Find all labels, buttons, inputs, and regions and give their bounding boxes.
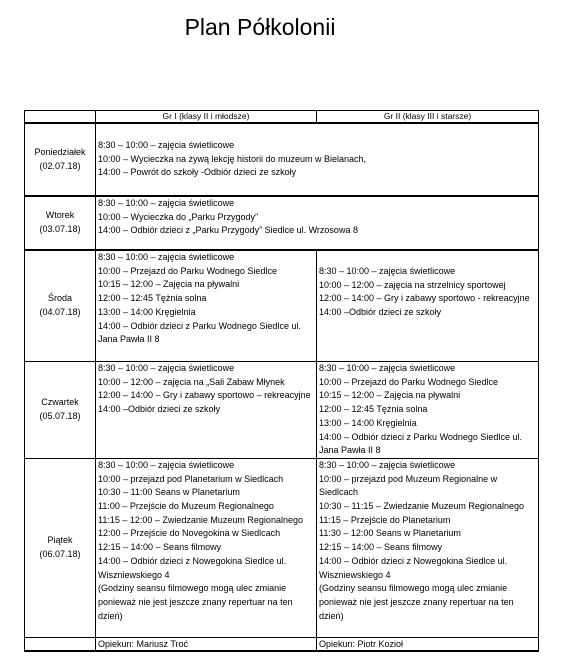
activity-line: 10:15 – 12:00 – Zajęcia na pływalni <box>319 390 461 401</box>
activity-line: 12:00 – 14:00 – Gry i zabawy sportowo – rekreacyjne <box>98 390 311 401</box>
activity-line: 10:15 – 12:00 – Zajęcia na pływalni <box>98 279 240 290</box>
activity-line: 14:00 –Odbiór dzieci ze szkoły <box>319 307 442 318</box>
day-date: (05.07.18) <box>39 410 81 421</box>
activity-line: 14:00 – Odbiór dzieci z Nowegokina Siedlce ul. Wiszniewskiego 4 <box>98 555 287 580</box>
activity-line: 8:30 – 10:00 – zajęcia świetlicowe <box>319 363 456 373</box>
activities-wednesday-g1 <box>96 250 317 362</box>
row-friday <box>25 458 539 637</box>
row-thursday <box>25 362 539 459</box>
activities-friday-g1 <box>96 458 317 637</box>
activities-monday <box>96 123 539 196</box>
activity-line: 14:00 – Odbiór dzieci z Parku Wodnego Siedlce ul. Jana Pawła II 8 <box>98 320 301 345</box>
day-name: Poniedziałek <box>34 146 86 157</box>
day-date: (04.07.18) <box>39 307 81 317</box>
activity-line: 14:00 – Powrót do szkoły -Odbiór dzieci ze szkoły <box>98 167 297 178</box>
page-title: Plan Półkolonii <box>184 14 336 40</box>
activity-line: 8:30 – 10:00 – zajęcia świetlicowe <box>98 459 235 470</box>
day-cell-thursday <box>25 362 96 459</box>
activity-line: 10:00 – Przejazd do Parku Wodnego Siedlce <box>319 376 498 387</box>
header-group-2: Gr II (klasy III i starsze) <box>317 111 539 124</box>
row-tuesday <box>25 196 539 250</box>
activity-line: 10:00 – przejazd pod Planetarium w Siedlcach <box>98 473 284 484</box>
activity-line: 12:15 – 14:00 – Seans filmowy <box>98 542 222 553</box>
activity-line: 12:15 – 14:00 – Seans filmowy <box>319 542 443 553</box>
activity-line: 10:00 – przejazd pod Muzeum Regionalne w Siedlcach <box>319 473 498 498</box>
activity-line: 8:30 – 10:00 – zajęcia świetlicowe <box>319 266 456 276</box>
activities-thursday-g2 <box>317 362 539 459</box>
activity-line: 11:00 – Przejście do Muzeum Regionalnego <box>98 501 274 512</box>
activities-tuesday <box>96 196 539 250</box>
activity-line: 12:00 – 14:00 – Gry i zabawy sportowo - rekreacyjne <box>319 293 530 304</box>
day-name: Środa <box>47 293 73 304</box>
activity-line: 8:30 – 10:00 – zajęcia świetlicowe <box>319 459 456 470</box>
row-monday <box>25 123 539 196</box>
schedule-table <box>24 110 539 652</box>
activity-line: 10:30 – 11:00 Seans w Planetarium <box>98 487 240 498</box>
activity-line: 8:30 – 10:00 – zajęcia świetlicowe <box>98 363 235 373</box>
row-wednesday <box>25 250 539 362</box>
activity-line: 12:00 – 12:45 Tężnia solna <box>319 404 428 415</box>
day-cell-tuesday <box>25 196 96 250</box>
day-cell-monday <box>25 123 96 196</box>
activity-line: 10:00 – 12:00 – zajęcia na „Sali Zabaw Młynek <box>98 376 285 387</box>
activity-line: 11:30 – 12:00 Seans w Planetarium <box>319 528 461 539</box>
activity-line: 10:00 – Przejazd do Parku Wodnego Siedlce <box>98 265 277 276</box>
activity-line: 14:00 –Odbiór dzieci ze szkoły <box>98 404 221 415</box>
day-cell-wednesday <box>25 250 96 362</box>
activity-line: 14:00 – Odbiór dzieci z „Parku Przygody” Siedlce ul. Wrzosowa 8 <box>98 225 358 236</box>
activity-line: (Godziny seansu filmowego mogą ulec zmianie ponieważ nie jest jeszcze znany repertuar na ten dzień) <box>98 583 293 621</box>
activity-line: 10:30 – 11:15 – Zwiedzanie Muzeum Regionalnego <box>319 501 524 512</box>
activity-line: 8:30 – 10:00 – zajęcia świetlicowe <box>98 140 235 150</box>
day-name: Czwartek <box>41 397 79 408</box>
header-group-1: Gr I (klasy II i młodsze) <box>96 111 317 124</box>
caretaker-group-2: Opiekun: Piotr Kozioł <box>317 637 539 651</box>
activities-wednesday-g2 <box>317 250 539 362</box>
activities-thursday-g1 <box>96 362 317 459</box>
activity-line: 13:00 – 14:00 Kręgielnia <box>98 306 196 317</box>
activity-line: 11:15 – 12:00 – Zwiedzanie Muzeum Regionalnego <box>98 514 303 525</box>
activities-friday-g2 <box>317 458 539 637</box>
activity-line: 13:00 – 14:00 Kręgielnia <box>319 417 417 428</box>
activity-line: 12:00 – 12:45 Tężnia solna <box>98 293 207 304</box>
caretaker-group-1: Opiekun: Mariusz Troć <box>96 637 317 651</box>
footer-empty <box>25 637 96 651</box>
header-row <box>25 111 539 124</box>
day-name: Piątek <box>47 535 73 546</box>
day-name: Wtorek <box>45 210 75 221</box>
day-date: (02.07.18) <box>39 160 81 171</box>
activity-line: 12:00 – Przejście do Novegokina w Siedlcach <box>98 528 281 539</box>
day-cell-friday <box>25 458 96 637</box>
activity-line: 10:00 – Wycieczka do „Parku Przygody” <box>98 211 258 222</box>
activity-line: 8:30 – 10:00 – zajęcia świetlicowe <box>98 252 235 262</box>
activity-line: (Godziny seansu filmowego mogą ulec zmianie ponieważ nie jest jeszcze znany repertuar na ten dzień) <box>319 583 514 621</box>
activity-line: 8:30 – 10:00 – zajęcia świetlicowe <box>98 198 235 208</box>
day-date: (03.07.18) <box>39 224 81 234</box>
header-day <box>25 111 96 124</box>
activity-line: 10:00 – Wycieczka na żywą lekcję historii do muzeum w Bielanach, <box>98 153 367 164</box>
day-date: (06.07.18) <box>39 548 81 559</box>
activity-line: 10:00 – 12:00 – zajęcia na strzelnicy sportowej <box>319 279 506 290</box>
activity-line: 14:00 – Odbiór dzieci z Parku Wodnego Siedlce ul. Jana Pawła II 8 <box>319 431 522 456</box>
footer-row <box>25 637 539 651</box>
activity-line: 14:00 – Odbiór dzieci z Nowegokina Siedlce ul. Wiszniewskiego 4 <box>319 555 508 580</box>
activity-line: 11:15 – Przejście do Planetarium <box>319 514 451 525</box>
